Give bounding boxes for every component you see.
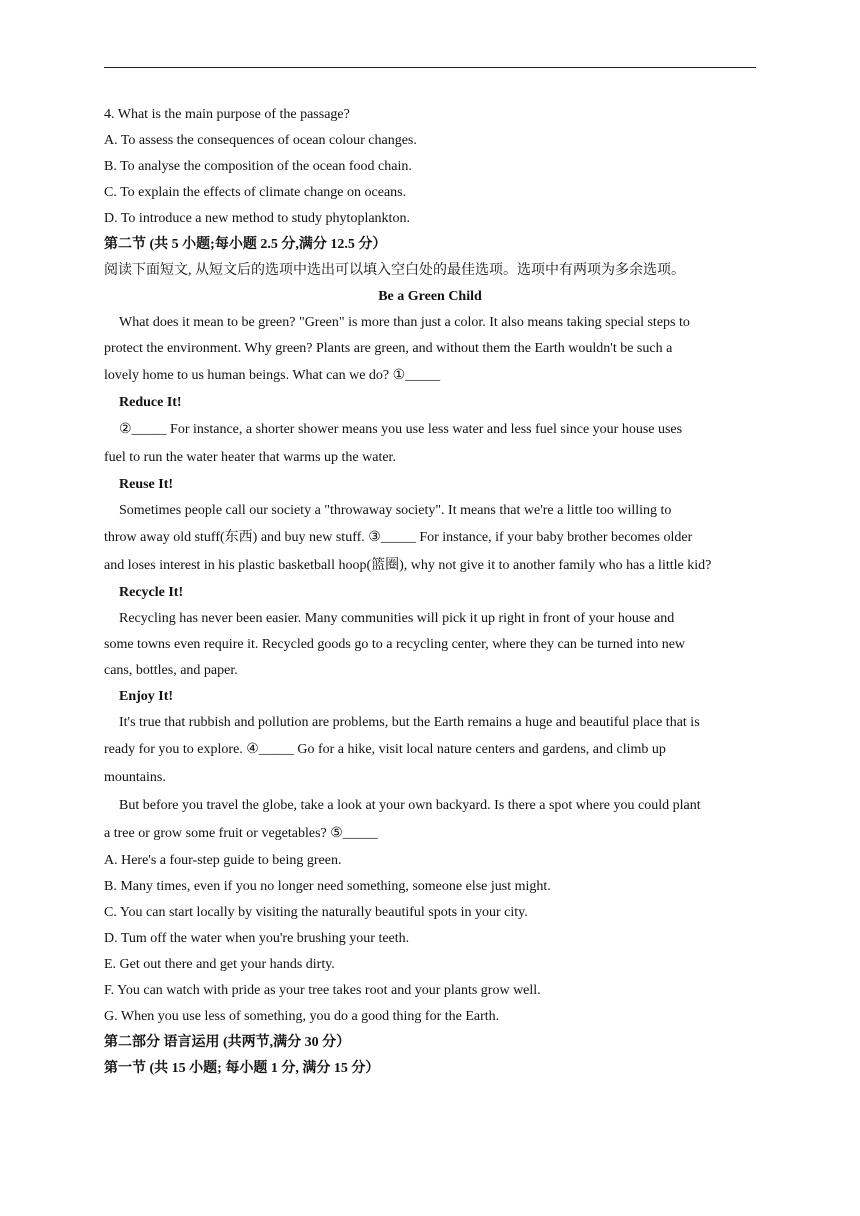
intro-line: What does it mean to be green? "Green" is more than just a color. It also means taking special steps to — [119, 315, 690, 330]
recycle-line: Recycling has never been easier. Many communities will pick it up right in front of your house and — [119, 611, 675, 626]
q4-option-a: A. To assess the consequences of ocean colour changes. — [104, 133, 417, 148]
q4-option-b: B. To analyse the composition of the ocean food chain. — [104, 159, 412, 174]
recycle-line: cans, bottles, and paper. — [104, 663, 238, 678]
closing-line: a tree or grow some fruit or vegetables? ⑤_____ — [104, 826, 378, 841]
reduce-line: fuel to run the water heater that warms up the water. — [104, 450, 396, 465]
choice-g: G. When you use less of something, you do a good thing for the Earth. — [104, 1009, 500, 1024]
choice-a: A. Here's a four-step guide to being green. — [104, 853, 342, 868]
header-rule — [104, 67, 756, 68]
reduce-heading: Reduce It! — [119, 395, 182, 410]
reuse-line: Sometimes people call our society a "throwaway society". It means that we're a little too willing to — [119, 503, 672, 518]
choice-f: F. You can watch with pride as your tree takes root and your plants grow well. — [104, 983, 541, 998]
reuse-line: and loses interest in his plastic basketball hoop(篮圈), why not give it to another family who has a little kid? — [104, 558, 712, 573]
q4-option-c: C. To explain the effects of climate change on oceans. — [104, 185, 407, 200]
question-4: 4. What is the main purpose of the passage? — [104, 107, 350, 122]
enjoy-line: It's true that rubbish and pollution are problems, but the Earth remains a huge and beautiful place that is — [119, 715, 700, 730]
part2-heading: 第二部分 语言运用 (共两节,满分 30 分） — [104, 1035, 351, 1050]
intro-line: lovely home to us human beings. What can we do? ①_____ — [104, 368, 441, 383]
section-heading: 第二节 (共 5 小题;每小题 2.5 分,满分 12.5 分） — [104, 237, 387, 252]
enjoy-line: ready for you to explore. ④_____ Go for a hike, visit local nature centers and gardens, and climb up — [104, 742, 666, 757]
part2-section1-heading: 第一节 (共 15 小题; 每小题 1 分, 满分 15 分） — [104, 1061, 380, 1076]
reduce-line: ②_____ For instance, a shorter shower means you use less water and less fuel since your house uses — [119, 422, 683, 437]
intro-line: protect the environment. Why green? Plants are green, and without them the Earth wouldn't be such a — [104, 341, 673, 356]
passage-title: Be a Green Child — [378, 289, 482, 304]
choice-e: E. Get out there and get your hands dirty. — [104, 957, 335, 972]
section-instruction: 阅读下面短文, 从短文后的选项中选出可以填入空白处的最佳选项。选项中有两项为多余选项。 — [104, 263, 685, 278]
reuse-line: throw away old stuff(东西) and buy new stuff. ③_____ For instance, if your baby brother becomes older — [104, 530, 693, 545]
choice-b: B. Many times, even if you no longer need something, someone else just might. — [104, 879, 551, 894]
choice-c: C. You can start locally by visiting the naturally beautiful spots in your city. — [104, 905, 528, 920]
reuse-heading: Reuse It! — [119, 477, 174, 492]
choice-d: D. Tum off the water when you're brushing your teeth. — [104, 931, 410, 946]
closing-line: But before you travel the globe, take a look at your own backyard. Is there a spot where you could plant — [119, 798, 701, 813]
recycle-line: some towns even require it. Recycled goods go to a recycling center, where they can be turned into new — [104, 637, 686, 652]
enjoy-line: mountains. — [104, 770, 166, 785]
q4-option-d: D. To introduce a new method to study phytoplankton. — [104, 211, 410, 226]
page-content — [104, 102, 764, 1082]
recycle-heading: Recycle It! — [119, 585, 184, 600]
enjoy-heading: Enjoy It! — [119, 689, 174, 704]
